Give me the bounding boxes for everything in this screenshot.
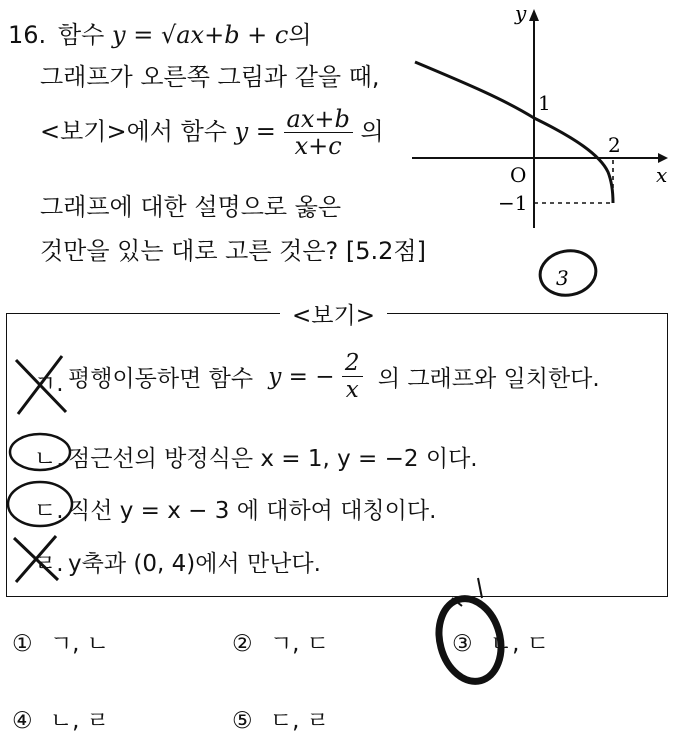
question-line-1-function: y = √ax+b + c (112, 21, 289, 49)
choice-2-text: ㄱ, ㄷ (269, 631, 329, 657)
handwritten-answer-digit: 3 (556, 266, 569, 290)
choice-4-number: ④ (12, 708, 33, 734)
question-line-5: 것만을 있는 대로 고른 것은? [5.2점] (40, 237, 426, 265)
bogi-item-1-post: 의 그래프와 일치한다. (377, 366, 600, 392)
bogi-item-4: y축과 (0, 4)에서 만난다. (68, 551, 321, 577)
question-line-3-prefix: <보기>에서 함수 (40, 117, 227, 146)
y-axis-label: y (515, 1, 527, 25)
bogi-item-1-denominator: x (345, 377, 359, 403)
choice-3-number: ③ (452, 631, 473, 657)
x-axis-label: x (656, 163, 668, 187)
question-line-1-prefix: 함수 (58, 21, 105, 49)
bogi-item-3-label: ㄷ. (34, 498, 64, 524)
origin-label: O (510, 163, 527, 187)
choice-5-text: ㄷ, ㄹ (269, 708, 329, 734)
bogi-item-1-label: ㄱ. (34, 371, 64, 397)
bogi-item-1-math: y = − (268, 363, 335, 390)
question-number: 16. (8, 21, 47, 49)
tick-label-1: 1 (538, 91, 551, 115)
choice-2-number: ② (232, 631, 253, 657)
bogi-item-3: 직선 y = x − 3 에 대하여 대칭이다. (68, 498, 437, 524)
bogi-item-4-label: ㄹ. (34, 551, 64, 577)
bogi-item-2: 점근선의 방정식은 x = 1, y = −2 이다. (68, 446, 478, 472)
question-line-1-suffix: 의 (288, 21, 312, 49)
question-line-3-y: y = (234, 117, 276, 146)
question-line-4: 그래프에 대한 설명으로 옳은 (40, 193, 342, 221)
bogi-item-2-label: ㄴ. (34, 446, 64, 472)
bogi-item-1-pre: 평행이동하면 함수 (68, 366, 254, 392)
choice-5-number: ⑤ (232, 708, 253, 734)
fraction-numerator: ax+b (284, 106, 353, 133)
fraction-denominator: x+c (294, 132, 342, 160)
choice-3-text: ㄴ, ㄷ (489, 631, 549, 657)
question-line-3-suffix: 의 (360, 117, 384, 146)
question-line-2: 그래프가 오른쪽 그림과 같을 때, (40, 63, 380, 91)
bogi-title: <보기> (280, 297, 387, 330)
tick-label-2: 2 (608, 133, 621, 157)
tick-label-neg1: −1 (498, 191, 528, 215)
choice-4-text: ㄴ, ㄹ (49, 708, 109, 734)
choice-1-number: ① (12, 631, 33, 657)
bogi-item-1-numerator: 2 (342, 350, 363, 377)
choice-1-text: ㄱ, ㄴ (49, 631, 109, 657)
